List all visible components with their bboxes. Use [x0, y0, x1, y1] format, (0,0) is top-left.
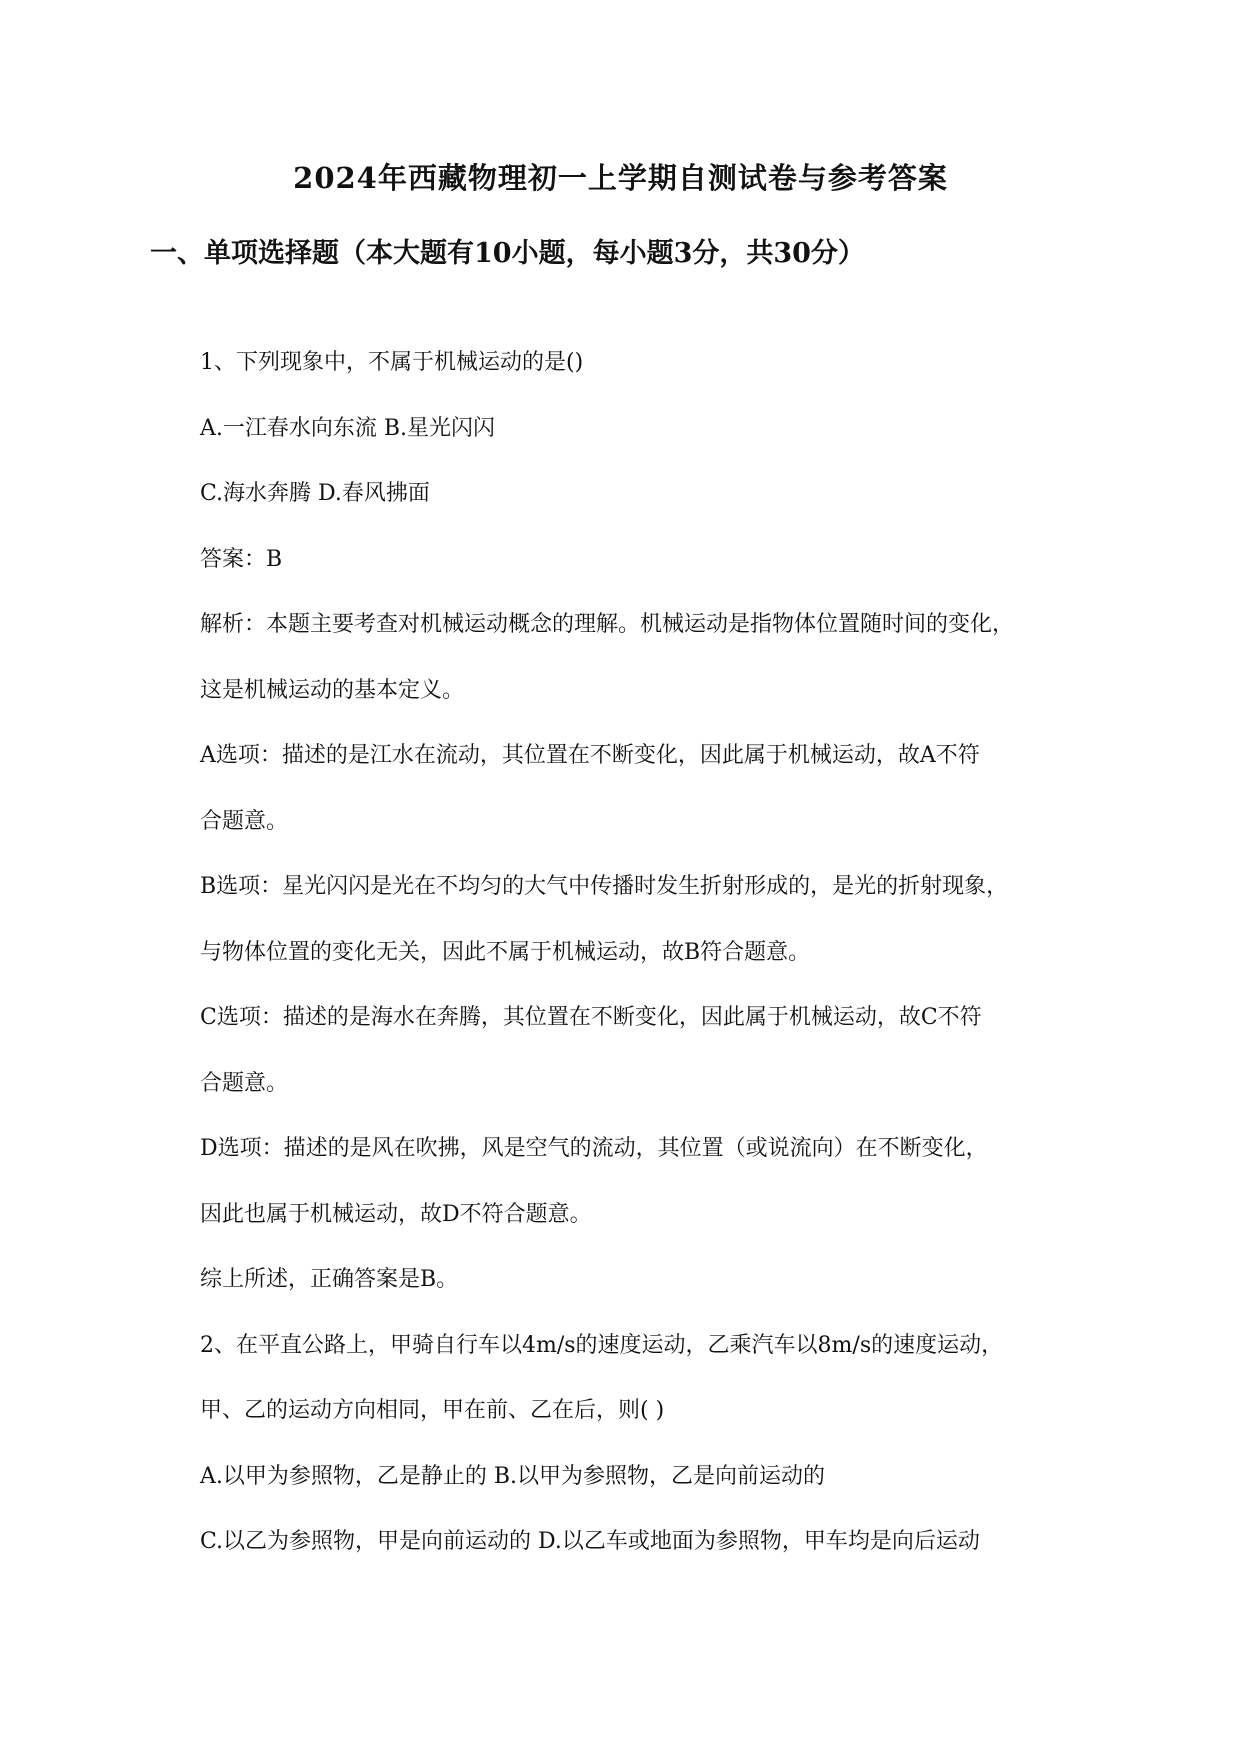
analysis-line: 这是机械运动的基本定义。 [200, 677, 465, 703]
question-1-answer: 答案：B [200, 546, 283, 572]
analysis-line: 因此也属于机械运动，故D不符合题意。 [200, 1201, 592, 1227]
question-2-options-cd: C.以乙为参照物，甲是向前运动的 D.以乙车或地面为参照物，甲车均是向后运动 [200, 1529, 980, 1554]
analysis-line: 解析：本题主要考查对机械运动概念的理解。机械运动是指物体位置随时间的变化， [200, 612, 1015, 637]
analysis-line: 合题意。 [200, 1070, 289, 1096]
analysis-conclusion: 综上所述，正确答案是B。 [200, 1267, 459, 1292]
document-title: 2024年西藏物理初一上学期自测试卷与参考答案 [293, 161, 948, 195]
analysis-line: C选项：描述的是海水在奔腾，其位置在不断变化，因此属于机械运动，故C不符 [200, 1005, 982, 1030]
question-2-stem: 2、在平直公路上，甲骑自行车以4m/s的速度运动，乙乘汽车以8m/s的速度运动， [200, 1332, 1004, 1358]
analysis-line: 合题意。 [200, 808, 289, 834]
analysis-line: B选项：星光闪闪是光在不均匀的大气中传播时发生折射形成的，是光的折射现象， [200, 874, 1009, 899]
question-1-options-cd: C.海水奔腾 D.春风拂面 [200, 481, 430, 506]
analysis-line: D选项：描述的是风在吹拂，风是空气的流动，其位置（或说流向）在不断变化， [200, 1136, 988, 1161]
question-2-stem: 甲、乙的运动方向相同，甲在前、乙在后，则( ) [200, 1398, 665, 1423]
document-body [200, 345, 1100, 1590]
question-1-options-ab: A.一江春水向东流 B.星光闪闪 [200, 415, 496, 441]
question-2-options-ab: A.以甲为参照物，乙是静止的 B.以甲为参照物，乙是向前运动的 [200, 1463, 826, 1489]
analysis-line: 与物体位置的变化无关，因此不属于机械运动，故B符合题意。 [200, 939, 811, 965]
question-1-stem: 1、下列现象中，不属于机械运动的是() [200, 350, 584, 375]
section-heading: 一、单项选择题（本大题有10小题，每小题3分，共30分） [150, 238, 865, 269]
analysis-line: A选项：描述的是江水在流动，其位置在不断变化，因此属于机械运动，故A不符 [200, 743, 980, 768]
